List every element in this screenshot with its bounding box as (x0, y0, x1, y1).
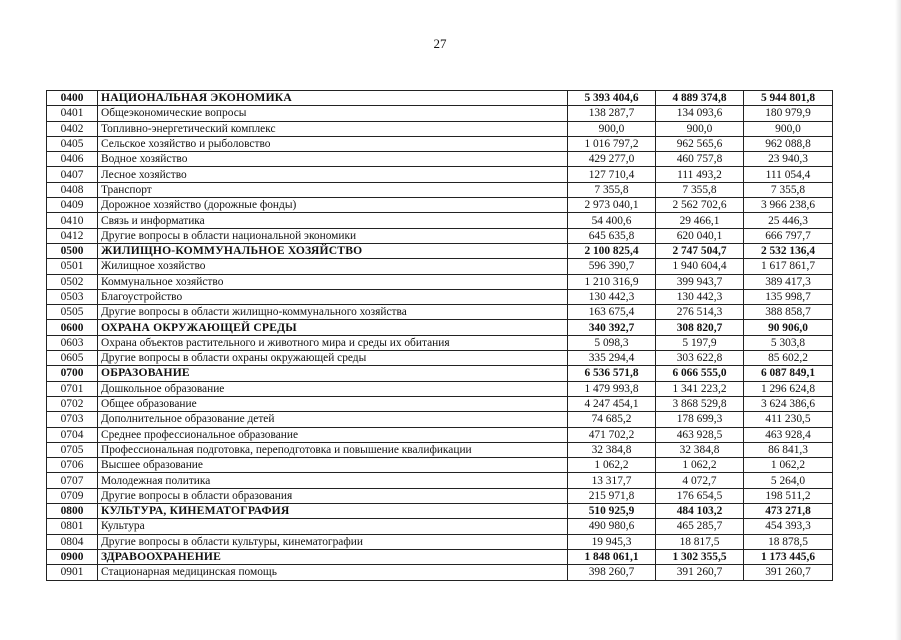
row-name: Среднее профессиональное образование (98, 427, 568, 442)
row-value-1: 398 260,7 (568, 565, 656, 580)
table-row (47, 427, 833, 442)
row-name: Другие вопросы в области культуры, кинематографии (98, 534, 568, 549)
row-value-1: 13 317,7 (568, 473, 656, 488)
row-code: 0603 (47, 335, 98, 350)
row-value-1: 138 287,7 (568, 106, 656, 121)
row-value-1: 2 100 825,4 (568, 243, 656, 258)
table-row (47, 335, 833, 350)
row-value-2: 399 943,7 (656, 274, 744, 289)
row-code: 0505 (47, 305, 98, 320)
row-value-1: 5 098,3 (568, 335, 656, 350)
row-name: Другие вопросы в области национальной экономики (98, 228, 568, 243)
row-value-2: 3 868 529,8 (656, 396, 744, 411)
row-value-1: 1 016 797,2 (568, 136, 656, 151)
table-row (47, 458, 833, 473)
table-row (47, 228, 833, 243)
table-row (47, 519, 833, 534)
row-value-3: 454 393,3 (744, 519, 833, 534)
row-name: Дорожное хозяйство (дорожные фонды) (98, 198, 568, 213)
row-name: Молодежная политика (98, 473, 568, 488)
row-code: 0801 (47, 519, 98, 534)
row-value-3: 391 260,7 (744, 565, 833, 580)
table-row (47, 565, 833, 580)
row-value-2: 18 817,5 (656, 534, 744, 549)
row-value-2: 6 066 555,0 (656, 366, 744, 381)
row-value-3: 90 906,0 (744, 320, 833, 335)
row-name: Высшее образование (98, 458, 568, 473)
row-code: 0705 (47, 442, 98, 457)
row-code: 0405 (47, 136, 98, 151)
table-row (47, 396, 833, 411)
row-value-1: 215 971,8 (568, 488, 656, 503)
row-value-1: 6 536 571,8 (568, 366, 656, 381)
row-value-2: 465 285,7 (656, 519, 744, 534)
row-code: 0412 (47, 228, 98, 243)
row-value-2: 463 928,5 (656, 427, 744, 442)
row-value-3: 135 998,7 (744, 289, 833, 304)
row-value-3: 463 928,4 (744, 427, 833, 442)
row-value-1: 2 973 040,1 (568, 198, 656, 213)
row-name: Охрана объектов растительного и животного мира и среды их обитания (98, 335, 568, 350)
table-row (47, 213, 833, 228)
row-code: 0600 (47, 320, 98, 335)
row-code: 0900 (47, 549, 98, 564)
row-value-2: 134 093,6 (656, 106, 744, 121)
table-row (47, 473, 833, 488)
row-value-1: 596 390,7 (568, 259, 656, 274)
row-value-2: 484 103,2 (656, 504, 744, 519)
row-name: Коммунальное хозяйство (98, 274, 568, 289)
row-value-2: 308 820,7 (656, 320, 744, 335)
row-value-3: 1 296 624,8 (744, 381, 833, 396)
row-code: 0706 (47, 458, 98, 473)
row-value-2: 4 072,7 (656, 473, 744, 488)
section-row (47, 243, 833, 258)
row-name: Транспорт (98, 182, 568, 197)
section-row (47, 504, 833, 519)
row-value-3: 6 087 849,1 (744, 366, 833, 381)
row-value-2: 32 384,8 (656, 442, 744, 457)
row-code: 0406 (47, 152, 98, 167)
row-value-1: 19 945,3 (568, 534, 656, 549)
row-value-3: 7 355,8 (744, 182, 833, 197)
row-name: Топливно-энергетический комплекс (98, 121, 568, 136)
row-value-2: 620 040,1 (656, 228, 744, 243)
row-code: 0804 (47, 534, 98, 549)
section-row (47, 366, 833, 381)
row-value-3: 411 230,5 (744, 412, 833, 427)
row-value-2: 5 197,9 (656, 335, 744, 350)
row-value-3: 3 624 386,6 (744, 396, 833, 411)
row-code: 0407 (47, 167, 98, 182)
row-code: 0702 (47, 396, 98, 411)
table-row (47, 259, 833, 274)
row-value-1: 471 702,2 (568, 427, 656, 442)
row-value-2: 1 940 604,4 (656, 259, 744, 274)
row-name: Общеэкономические вопросы (98, 106, 568, 121)
row-value-3: 5 264,0 (744, 473, 833, 488)
row-value-1: 32 384,8 (568, 442, 656, 457)
row-value-2: 4 889 374,8 (656, 91, 744, 106)
row-value-3: 23 940,3 (744, 152, 833, 167)
row-value-2: 1 341 223,2 (656, 381, 744, 396)
row-name: Связь и информатика (98, 213, 568, 228)
row-name: ОБРАЗОВАНИЕ (98, 366, 568, 381)
row-name: КУЛЬТУРА, КИНЕМАТОГРАФИЯ (98, 504, 568, 519)
row-value-2: 1 062,2 (656, 458, 744, 473)
row-value-2: 176 654,5 (656, 488, 744, 503)
row-value-1: 130 442,3 (568, 289, 656, 304)
row-value-1: 127 710,4 (568, 167, 656, 182)
row-value-1: 163 675,4 (568, 305, 656, 320)
table-row (47, 442, 833, 457)
row-code: 0800 (47, 504, 98, 519)
page-number: 27 (433, 36, 447, 51)
row-code: 0707 (47, 473, 98, 488)
page-edge-shadow (895, 0, 901, 640)
row-value-1: 1 210 316,9 (568, 274, 656, 289)
section-row (47, 549, 833, 564)
row-code: 0701 (47, 381, 98, 396)
row-value-3: 389 417,3 (744, 274, 833, 289)
row-value-1: 490 980,6 (568, 519, 656, 534)
row-name: ЗДРАВООХРАНЕНИЕ (98, 549, 568, 564)
row-code: 0703 (47, 412, 98, 427)
row-value-2: 130 442,3 (656, 289, 744, 304)
row-code: 0400 (47, 91, 98, 106)
row-name: Сельское хозяйство и рыболовство (98, 136, 568, 151)
row-code: 0503 (47, 289, 98, 304)
row-value-1: 340 392,7 (568, 320, 656, 335)
row-value-1: 335 294,4 (568, 351, 656, 366)
table-row (47, 488, 833, 503)
table-row (47, 412, 833, 427)
row-value-2: 178 699,3 (656, 412, 744, 427)
row-value-2: 29 466,1 (656, 213, 744, 228)
row-name: Другие вопросы в области образования (98, 488, 568, 503)
row-code: 0500 (47, 243, 98, 258)
row-name: Профессиональная подготовка, переподготовка и повышение квалификации (98, 442, 568, 457)
table-row (47, 198, 833, 213)
row-code: 0502 (47, 274, 98, 289)
row-value-2: 460 757,8 (656, 152, 744, 167)
row-code: 0901 (47, 565, 98, 580)
row-value-3: 1 173 445,6 (744, 549, 833, 564)
row-value-1: 1 479 993,8 (568, 381, 656, 396)
row-name: Другие вопросы в области охраны окружающей среды (98, 351, 568, 366)
table-row (47, 182, 833, 197)
row-value-2: 276 514,3 (656, 305, 744, 320)
row-name: НАЦИОНАЛЬНАЯ ЭКОНОМИКА (98, 91, 568, 106)
row-name: ОХРАНА ОКРУЖАЮЩЕЙ СРЕДЫ (98, 320, 568, 335)
row-name: ЖИЛИЩНО-КОММУНАЛЬНОЕ ХОЗЯЙСТВО (98, 243, 568, 258)
row-value-3: 1 062,2 (744, 458, 833, 473)
budget-table (46, 90, 833, 581)
row-code: 0409 (47, 198, 98, 213)
row-name: Благоустройство (98, 289, 568, 304)
row-value-1: 54 400,6 (568, 213, 656, 228)
row-code: 0704 (47, 427, 98, 442)
table-row (47, 152, 833, 167)
table-row (47, 289, 833, 304)
row-value-3: 900,0 (744, 121, 833, 136)
row-value-1: 510 925,9 (568, 504, 656, 519)
row-value-1: 645 635,8 (568, 228, 656, 243)
table-row (47, 106, 833, 121)
row-name: Дошкольное образование (98, 381, 568, 396)
row-value-1: 4 247 454,1 (568, 396, 656, 411)
table-row (47, 305, 833, 320)
row-code: 0709 (47, 488, 98, 503)
row-value-2: 111 493,2 (656, 167, 744, 182)
table-row (47, 136, 833, 151)
table-row (47, 121, 833, 136)
row-name: Жилищное хозяйство (98, 259, 568, 274)
row-name: Общее образование (98, 396, 568, 411)
row-value-3: 198 511,2 (744, 488, 833, 503)
row-value-3: 473 271,8 (744, 504, 833, 519)
row-value-1: 429 277,0 (568, 152, 656, 167)
section-row (47, 320, 833, 335)
row-value-3: 1 617 861,7 (744, 259, 833, 274)
table-row (47, 351, 833, 366)
row-value-3: 86 841,3 (744, 442, 833, 457)
row-code: 0401 (47, 106, 98, 121)
row-code: 0605 (47, 351, 98, 366)
row-value-3: 85 602,2 (744, 351, 833, 366)
row-value-1: 74 685,2 (568, 412, 656, 427)
row-code: 0501 (47, 259, 98, 274)
row-value-1: 1 848 061,1 (568, 549, 656, 564)
row-value-3: 3 966 238,6 (744, 198, 833, 213)
row-name: Культура (98, 519, 568, 534)
row-name: Лесное хозяйство (98, 167, 568, 182)
row-value-2: 900,0 (656, 121, 744, 136)
row-value-3: 962 088,8 (744, 136, 833, 151)
row-value-2: 2 747 504,7 (656, 243, 744, 258)
row-name: Другие вопросы в области жилищно-коммунального хозяйства (98, 305, 568, 320)
row-value-2: 391 260,7 (656, 565, 744, 580)
row-code: 0700 (47, 366, 98, 381)
row-value-3: 5 944 801,8 (744, 91, 833, 106)
row-code: 0410 (47, 213, 98, 228)
row-value-3: 388 858,7 (744, 305, 833, 320)
row-value-2: 7 355,8 (656, 182, 744, 197)
row-value-1: 5 393 404,6 (568, 91, 656, 106)
row-value-1: 1 062,2 (568, 458, 656, 473)
row-code: 0402 (47, 121, 98, 136)
row-value-3: 18 878,5 (744, 534, 833, 549)
row-value-1: 7 355,8 (568, 182, 656, 197)
table-row (47, 167, 833, 182)
row-value-3: 111 054,4 (744, 167, 833, 182)
row-value-3: 5 303,8 (744, 335, 833, 350)
row-value-1: 900,0 (568, 121, 656, 136)
row-name: Дополнительное образование детей (98, 412, 568, 427)
budget-table-body (47, 91, 833, 581)
row-value-2: 303 622,8 (656, 351, 744, 366)
row-name: Стационарная медицинская помощь (98, 565, 568, 580)
row-name: Водное хозяйство (98, 152, 568, 167)
row-value-3: 25 446,3 (744, 213, 833, 228)
row-value-3: 2 532 136,4 (744, 243, 833, 258)
row-value-2: 2 562 702,6 (656, 198, 744, 213)
table-row (47, 534, 833, 549)
row-code: 0408 (47, 182, 98, 197)
row-value-3: 666 797,7 (744, 228, 833, 243)
row-value-2: 1 302 355,5 (656, 549, 744, 564)
row-value-3: 180 979,9 (744, 106, 833, 121)
table-row (47, 274, 833, 289)
table-row (47, 381, 833, 396)
row-value-2: 962 565,6 (656, 136, 744, 151)
section-row (47, 91, 833, 106)
